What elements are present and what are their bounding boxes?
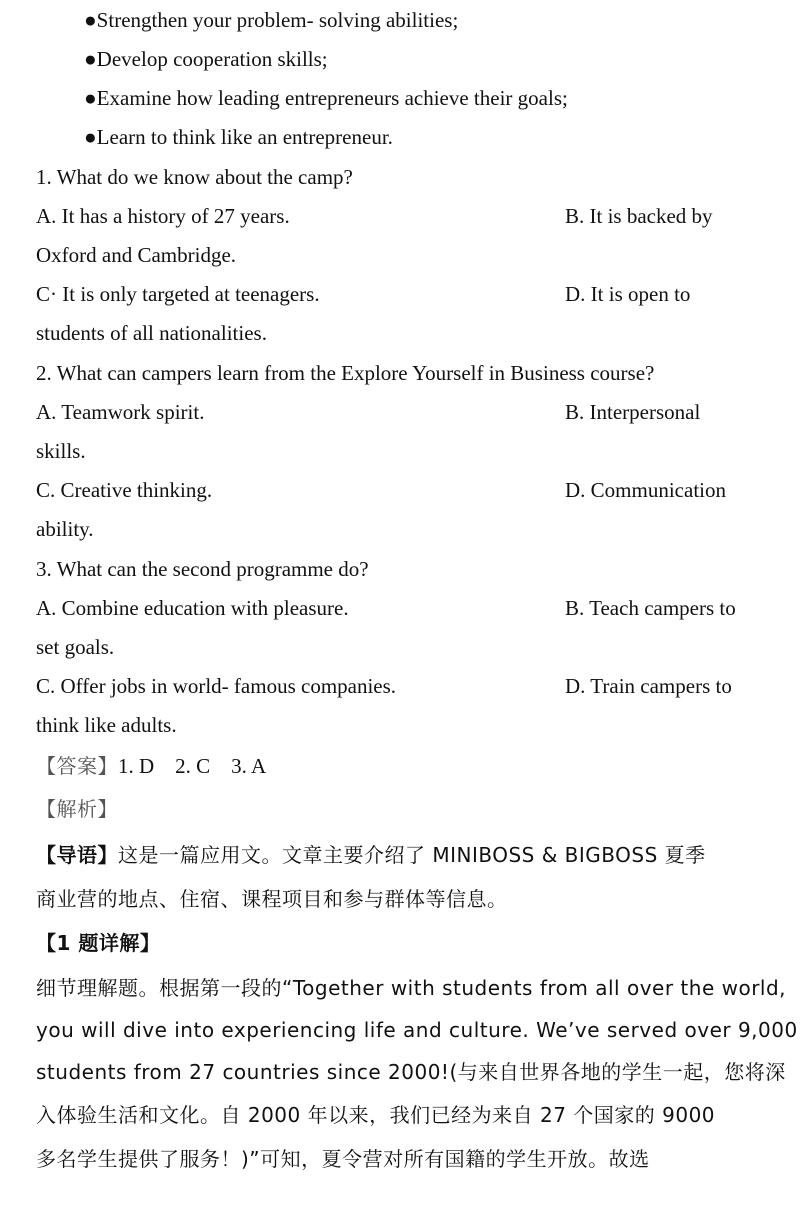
bullet-item: ●Develop cooperation skills;	[84, 47, 328, 71]
answer-line	[36, 753, 266, 779]
bullet-item: ●Learn to think like an entrepreneur.	[84, 125, 393, 149]
option-c: C· It is only targeted at teenagers.	[36, 282, 320, 306]
option-b: B. Interpersonal	[565, 400, 701, 424]
intro-label: 【导语】	[36, 843, 118, 867]
option-d-continued: students of all nationalities.	[36, 321, 267, 345]
question-stem: 1. What do we know about the camp?	[36, 165, 353, 189]
detail1-line: you will dive into experiencing life and culture. We’ve served over 9,000	[36, 1018, 798, 1042]
detail1-line: students from 27 countries since 2000!(与来自世界各地的学生一起，您将深	[36, 1060, 786, 1084]
intro-text-1: 这是一篇应用文。文章主要介绍了 MINIBOSS & BIGBOSS 夏季	[118, 843, 706, 867]
option-a: A. Combine education with pleasure.	[36, 596, 349, 620]
option-d-continued: ability.	[36, 517, 94, 541]
intro-line-1	[36, 842, 706, 868]
bullet-item: ●Strengthen your problem- solving abilities;	[84, 8, 459, 32]
option-b: B. Teach campers to	[565, 596, 736, 620]
option-b-continued: set goals.	[36, 635, 115, 659]
option-c: C. Offer jobs in world- famous companies.	[36, 674, 397, 698]
option-b: B. It is backed by	[565, 204, 713, 228]
detail1-line: 入体验生活和文化。自 2000 年以来，我们已经为来自 27 个国家的 9000	[36, 1103, 716, 1127]
detail1-line: 多名学生提供了服务！)”可知，夏令营对所有国籍的学生开放。故选	[36, 1147, 650, 1171]
option-d: D. Train campers to	[565, 674, 732, 698]
option-d: D. It is open to	[565, 282, 691, 306]
option-c: C. Creative thinking.	[36, 478, 213, 502]
detail1-line: 细节理解题。根据第一段的“Together with students from all over the world,	[36, 976, 787, 1000]
option-a: A. Teamwork spirit.	[36, 400, 205, 424]
option-b-continued: skills.	[36, 439, 86, 463]
question-stem: 2. What can campers learn from the Explore Yourself in Business course?	[36, 361, 655, 385]
detail1-label: 【1 题详解】	[36, 931, 161, 955]
intro-line-2: 商业营的地点、住宿、课程项目和参与群体等信息。	[36, 887, 508, 911]
question-stem: 3. What can the second programme do?	[36, 557, 369, 581]
bullet-item: ●Examine how leading entrepreneurs achieve their goals;	[84, 86, 568, 110]
option-d: D. Communication	[565, 478, 726, 502]
option-a: A. It has a history of 27 years.	[36, 204, 290, 228]
answer-label: 【答案】	[36, 754, 118, 778]
analysis-label: 【解析】	[36, 797, 118, 821]
option-d-continued: think like adults.	[36, 713, 177, 737]
option-b-continued: Oxford and Cambridge.	[36, 243, 237, 267]
answer-text: 1. D 2. C 3. A	[118, 754, 267, 778]
